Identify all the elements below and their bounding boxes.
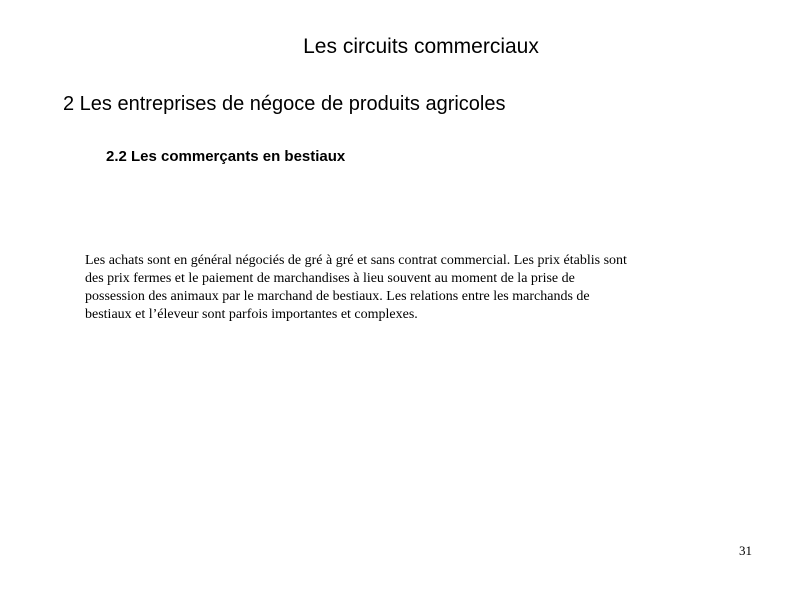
paragraph-line: des prix fermes et le paiement de marchandises à lieu souvent au moment de la prise de: [85, 271, 575, 286]
paragraph-line: possession des animaux par le marchand de bestiaux. Les relations entre les marchands de: [85, 289, 590, 304]
body-paragraph: [85, 252, 721, 324]
page-number: 31: [739, 543, 752, 558]
section-heading: 2 Les entreprises de négoce de produits agricoles: [63, 93, 506, 115]
slide-title: Les circuits commerciaux: [303, 35, 539, 58]
paragraph-line: bestiaux et l’éleveur sont parfois importantes et complexes.: [85, 307, 418, 322]
subsection-heading: 2.2 Les commerçants en bestiaux: [106, 148, 346, 165]
paragraph-line: Les achats sont en général négociés de gré à gré et sans contrat commercial. Les prix établis sont: [85, 253, 627, 268]
